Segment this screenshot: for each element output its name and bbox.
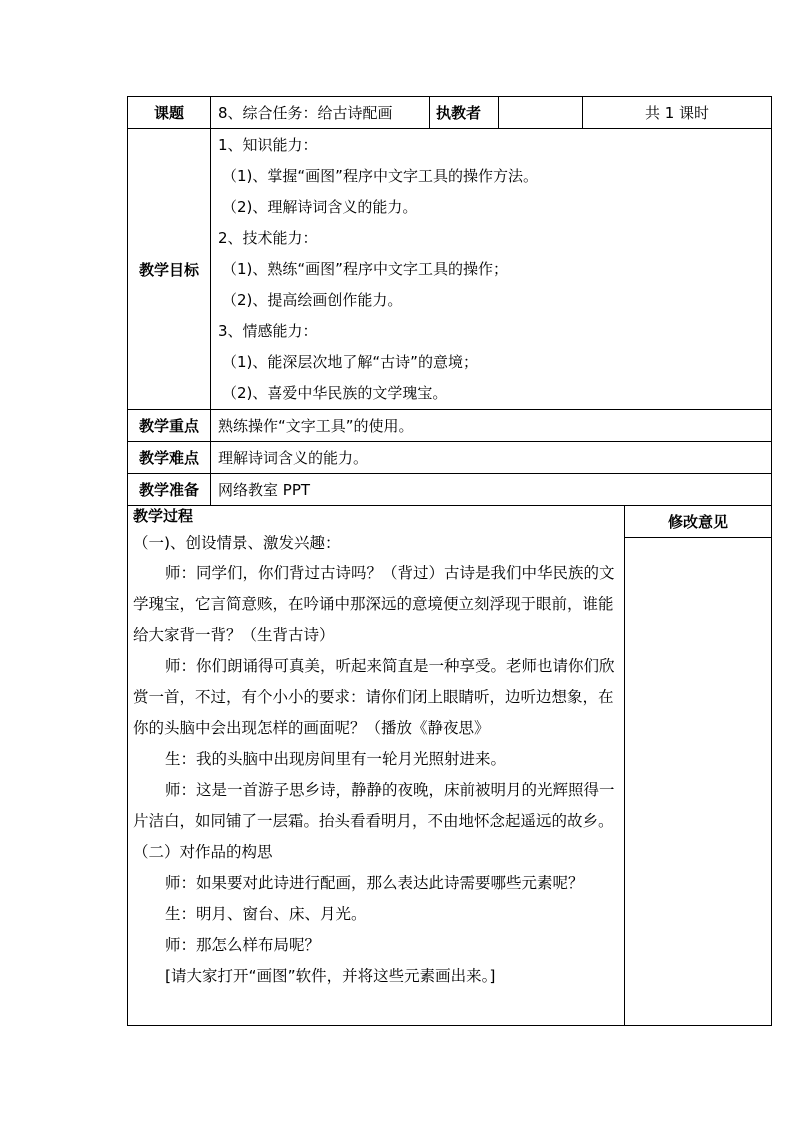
objectives-label: 教学目标 (138, 260, 199, 279)
preparation-value: 网络教室 PPT (218, 481, 311, 499)
teacher-value (499, 97, 581, 128)
instruction-note: [请大家打开“画图”软件，并将这些元素画出来。] (165, 967, 496, 985)
process-content (133, 503, 619, 992)
dialogue-paragraph: 师：如果要对此诗进行配画，那么表达此诗需要哪些元素呢？ (165, 874, 584, 892)
dialogue-paragraph: 师：那怎么样布局呢？ (165, 936, 321, 954)
objective-line: 2、技术能力： (218, 229, 318, 247)
objective-line: （2)、理解诗词含义的能力。 (222, 198, 418, 216)
topic-value: 8、综合任务：给古诗配画 (218, 104, 393, 122)
row-divider-1 (127, 128, 772, 129)
revision-column-divider (624, 505, 625, 1026)
difficulty-value: 理解诗词含义的能力。 (218, 449, 369, 467)
section1-heading: （一)、创设情景、激发兴趣： (133, 534, 341, 552)
objective-line: （1)、能深层次地了解“古诗”的意境； (222, 353, 478, 371)
label-column-divider (210, 96, 211, 506)
difficulty-label: 教学难点 (138, 449, 199, 467)
objective-line: （1)、掌握“画图”程序中文字工具的操作方法。 (222, 167, 538, 185)
objectives-list (218, 130, 768, 409)
key-point-label: 教学重点 (138, 417, 199, 435)
dialogue-paragraph: 师：同学们，你们背过古诗吗？（背过）古诗是我们中华民族的文学瑰宝，它言简意赅，在吟诵中那深远的意境便立刻浮现于眼前，谁能给大家背一背？（生背古诗） (133, 564, 615, 644)
dialogue-paragraph: 生：明月、窗台、床、月光。 (165, 905, 367, 923)
dialogue-paragraph: 生：我的头脑中出现房间里有一轮月光照射进来。 (165, 750, 507, 768)
table-border-right (771, 96, 772, 1026)
section2-heading: （二）对作品的构思 (133, 843, 273, 861)
revision-label: 修改意见 (667, 513, 728, 531)
key-point-value: 熟练操作“文字工具”的使用。 (218, 417, 414, 435)
objective-line: （1)、熟练“画图”程序中文字工具的操作； (222, 260, 508, 278)
table-border-bottom (127, 1025, 772, 1026)
total-hours: 共 1 课时 (644, 104, 710, 122)
teacher-label: 执教者 (436, 104, 482, 122)
topic-label: 课题 (153, 104, 184, 122)
preparation-label: 教学准备 (138, 481, 199, 499)
revision-header-divider (624, 537, 772, 538)
dialogue-paragraph: 师：你们朗诵得可真美，听起来简直是一种享受。老师也请你们欣赏一首，不过，有个小小的要求：请你们闭上眼睛听，边听边想象，在你的头脑中会出现怎样的画面呢？（播放《静夜思》 (133, 657, 615, 737)
dialogue-paragraph: 师：这是一首游子思乡诗，静静的夜晚，床前被明月的光辉照得一片洁白，如同铺了一层霜。抬头看看明月，不由地怀念起遥远的故乡。 (133, 781, 615, 830)
process-label: 教学过程 (133, 507, 194, 525)
objective-line: 3、情感能力： (218, 322, 318, 340)
objective-line: 1、知识能力： (218, 136, 318, 154)
objective-line: （2)、提高绘画创作能力。 (222, 291, 403, 309)
objective-line: （2)、喜爱中华民族的文学瑰宝。 (222, 384, 448, 402)
